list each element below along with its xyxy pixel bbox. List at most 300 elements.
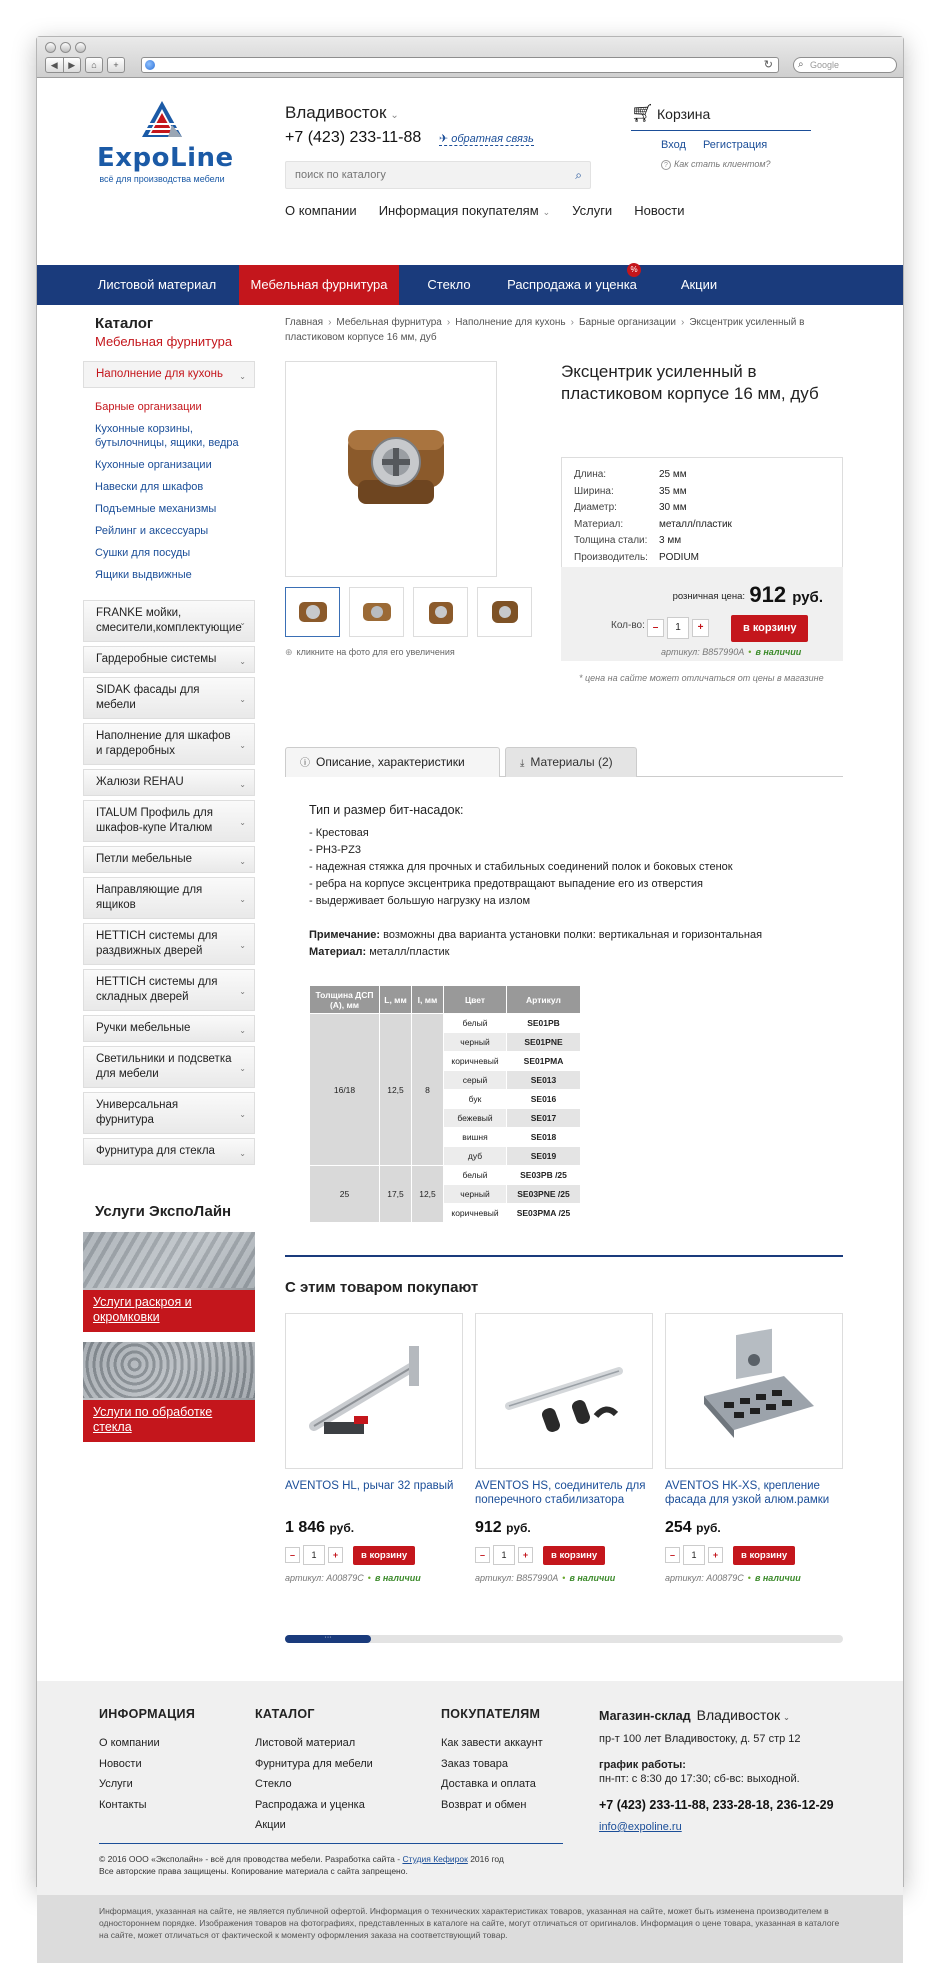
accordion-kitchen-filling[interactable]: [83, 361, 255, 388]
legal-disclaimer: Информация, указанная на сайте, не является публичной офертой. Информация о технических характеристиках товаров, указанная на сайте, может быть изменена производителем в одностороннем порядке. Изображения товаров на фотографиях, представленных в каталоге на сайте, могут отличаться от оригиналов. Информация о цене товара, указанная в каталоге на сайте, может отличаться от фактической к моменту оформления заказа на соответствующий товар.: [37, 1895, 903, 1963]
product-specs: [561, 457, 843, 576]
cart-icon: 🛒︎: [631, 103, 654, 123]
subitem-bar-organizers[interactable]: Барные организации: [95, 401, 202, 413]
accordion-label: Светильники и подсветка для мебели: [96, 1053, 232, 1080]
chevron-down-icon: ⌄: [239, 779, 246, 789]
top-menu-item-about[interactable]: О компании: [285, 203, 357, 218]
city-name: Владивосток: [285, 103, 387, 122]
description-item: - PH3-PZ3: [309, 844, 361, 856]
chevron-down-icon: ⌄: [239, 1064, 246, 1073]
th-color: Цвет: [444, 986, 507, 1014]
related-product-image[interactable]: [475, 1313, 653, 1469]
price-currency: руб.: [506, 1521, 531, 1535]
cart-link[interactable]: [631, 103, 811, 131]
accordion-hinges[interactable]: [83, 846, 255, 873]
stock-status: в наличии: [569, 1573, 616, 1583]
footer-link[interactable]: Листовой материал: [255, 1737, 356, 1749]
subitem-dish-dryers[interactable]: Сушки для посуды: [95, 547, 191, 559]
description-item: - надежная стяжка для прочных и стабильных соединений полок и боковых стенок: [309, 861, 733, 873]
product-tabs: [285, 747, 843, 777]
quantity-stepper: [665, 1545, 843, 1565]
qty-minus-button[interactable]: –: [647, 619, 664, 637]
cell-article: SE017: [507, 1109, 581, 1128]
sku-text: артикул: A00879C: [665, 1573, 744, 1583]
footer: [37, 1681, 903, 1895]
service-banner-cutting[interactable]: [83, 1232, 255, 1332]
cell-color: дуб: [444, 1147, 507, 1166]
spec-value: 35 мм: [659, 485, 687, 497]
add-to-cart-button[interactable]: в корзину: [733, 1546, 795, 1565]
table-row: [310, 1014, 581, 1033]
spec-key: Ширина:: [574, 485, 614, 497]
brand-name: ExpoLine: [97, 143, 234, 173]
mount-image: [674, 1326, 834, 1456]
auth-links: [661, 139, 781, 151]
breadcrumb: [285, 315, 805, 345]
main-nav-sale-label: Распродажа и уценка: [507, 277, 637, 292]
related-product-name[interactable]: AVENTOS HK-XS, крепление фасада для узкой алюм.рамки: [665, 1480, 830, 1506]
search-icon[interactable]: ⌕: [575, 168, 582, 182]
main-nav-promotions[interactable]: Акции: [680, 277, 718, 292]
footer-link[interactable]: О компании: [99, 1737, 160, 1749]
footer-link[interactable]: Возврат и обмен: [441, 1798, 527, 1811]
cell-color: черный: [444, 1185, 507, 1204]
store-city-selector[interactable]: Владивосток: [696, 1707, 781, 1723]
tab-label: Описание, характеристики: [316, 755, 465, 769]
accordion-sidak[interactable]: [83, 677, 255, 719]
accordion-label: Ручки мебельные: [96, 1022, 191, 1034]
qty-input[interactable]: 1: [667, 617, 689, 639]
footer-link[interactable]: Акции: [255, 1819, 286, 1831]
price-note: * цена на сайте может отличаться от цены в магазине: [579, 673, 824, 683]
description-item: - ребра на корпусе эксцентрика предотвращают выпадение его из отверстия: [309, 878, 703, 890]
new-tab-icon[interactable]: +: [107, 57, 125, 73]
accordion-wardrobe-systems[interactable]: [83, 646, 255, 673]
th-thickness: Толщина ДСП (А), мм: [310, 986, 380, 1014]
thumbnail[interactable]: [349, 587, 404, 637]
register-link[interactable]: Регистрация: [702, 139, 768, 151]
product-main-image[interactable]: [285, 361, 497, 577]
cell-color: черный: [444, 1033, 507, 1052]
copyright-year: 2016 год: [470, 1854, 504, 1864]
quantity-stepper: [647, 617, 709, 639]
breadcrumb-current: Эксцентрик усиленный в пластиковом корпусе 16 мм, дуб: [285, 317, 805, 343]
zoom-hint: [285, 647, 455, 658]
minimize-dot-icon[interactable]: [60, 42, 71, 53]
cell-color: белый: [444, 1014, 507, 1033]
price-value: 912: [749, 582, 787, 607]
catalog-subtitle: Мебельная фурнитура: [95, 334, 233, 349]
chevron-down-icon: ⌄: [239, 618, 246, 627]
sidebar: [83, 315, 255, 1442]
thumbnail-strip: [285, 587, 532, 637]
qty-plus-button[interactable]: +: [518, 1547, 533, 1563]
chevron-down-icon: ⌄: [239, 695, 246, 704]
subitem-kitchen-baskets[interactable]: Кухонные корзины, бутылочницы, ящики, ведра: [95, 423, 239, 449]
cell-color: белый: [444, 1166, 507, 1185]
spec-key: Диаметр:: [574, 502, 617, 513]
back-forward-buttons[interactable]: [45, 57, 81, 73]
material-text: металл/пластик: [369, 946, 450, 958]
spec-row: [574, 533, 830, 550]
service-banner-label: Услуги раскроя и окромковки: [83, 1290, 255, 1332]
header-phone[interactable]: +7 (423) 233-11-88: [285, 129, 422, 146]
footer-link[interactable]: Фурнитура для мебели: [255, 1757, 373, 1770]
question-icon: ?: [661, 160, 671, 170]
search-icon: ⌕: [798, 59, 804, 70]
cell-color: бук: [444, 1090, 507, 1109]
sku-text: артикул: A00879C: [285, 1573, 364, 1583]
top-menu-item-label: Информация покупателям: [378, 203, 539, 218]
chevron-right-icon: ›: [570, 317, 574, 328]
qty-plus-button[interactable]: +: [708, 1547, 723, 1563]
spec-key: Материал:: [574, 518, 624, 530]
price-value: 1 846: [285, 1519, 326, 1536]
qty-plus-button[interactable]: +: [328, 1547, 343, 1563]
subitem-cabinet-hangers[interactable]: Навески для шкафов: [95, 481, 204, 493]
quantity-stepper: [285, 1545, 463, 1565]
accordion-subitems: [83, 392, 255, 600]
footer-link[interactable]: Услуги: [99, 1778, 133, 1790]
top-menu-item-news[interactable]: Новости: [634, 203, 685, 218]
copyright: [99, 1853, 504, 1877]
material-label: Материал:: [309, 946, 367, 958]
accordion-handles[interactable]: [83, 1015, 255, 1042]
spec-value: металл/пластик: [659, 518, 732, 530]
main-nav-sheet-material[interactable]: Листовой материал: [97, 277, 217, 292]
spec-key: Производитель:: [574, 551, 648, 563]
top-menu: [285, 203, 685, 218]
back-arrow-icon[interactable]: ◀: [46, 58, 64, 72]
breadcrumb-item[interactable]: Барные организации: [578, 317, 676, 328]
table-row: [310, 1166, 581, 1185]
close-dot-icon[interactable]: [45, 42, 56, 53]
th-article: Артикул: [507, 986, 581, 1014]
feedback-link[interactable]: [439, 132, 534, 146]
note-text: возможны два варианта установки полки: вертикальная и горизонтальная: [383, 929, 763, 941]
related-scrollbar[interactable]: [285, 1635, 843, 1643]
main-nav-glass[interactable]: Стекло: [427, 277, 471, 292]
cell-color: вишня: [444, 1128, 507, 1147]
browser-search-field[interactable]: [793, 57, 897, 73]
spec-row: [574, 517, 830, 534]
catalog-search-input[interactable]: [286, 162, 546, 188]
related-product-name[interactable]: AVENTOS HL, рычаг 32 правый: [285, 1480, 454, 1492]
chevron-down-icon: ⌄: [239, 941, 246, 950]
description-material: [309, 944, 829, 961]
price-value: 912: [475, 1519, 502, 1536]
price-currency: руб.: [792, 589, 823, 606]
browser-search-placeholder: Google: [810, 60, 840, 70]
lift-lever-image: [294, 1326, 454, 1456]
accordion-label: Петли мебельные: [96, 853, 192, 865]
spec-value: 30 мм: [659, 502, 687, 513]
cell-article: SE03PMA /25: [507, 1204, 581, 1223]
cell-l: 12,5: [380, 1014, 412, 1166]
thumbnail[interactable]: [413, 587, 468, 637]
cell-color: бежевый: [444, 1109, 507, 1128]
accordion-lighting[interactable]: [83, 1046, 255, 1088]
service-banner-glass[interactable]: [83, 1342, 255, 1442]
reload-icon[interactable]: ↻: [763, 59, 773, 71]
service-photo: [83, 1232, 255, 1288]
qty-plus-button[interactable]: +: [692, 619, 709, 637]
eccentric-product-image: [286, 362, 496, 576]
accordion-franke[interactable]: [83, 600, 255, 642]
download-icon: ⤓: [520, 758, 525, 769]
qty-minus-button[interactable]: –: [665, 1547, 680, 1563]
description-note: [309, 927, 829, 944]
price-currency: руб.: [696, 1521, 721, 1535]
stock-status: в наличии: [754, 1573, 801, 1583]
browser-toolbar: [37, 37, 903, 78]
buy-box: [561, 567, 843, 661]
feedback-label: обратная связь: [451, 133, 534, 145]
chevron-down-icon: ⌄: [783, 1713, 790, 1722]
footer-link[interactable]: Распродажа и уценка: [255, 1798, 365, 1811]
footer-link[interactable]: Заказ товара: [441, 1757, 509, 1770]
footer-info-column: [99, 1707, 195, 1815]
accordion-hettich-sliding[interactable]: [83, 923, 255, 965]
address-bar[interactable]: [141, 57, 779, 73]
section-divider: [285, 1255, 843, 1257]
logo[interactable]: [97, 101, 234, 184]
accordion-label: Направляющие для ящиков: [96, 884, 203, 911]
maximize-dot-icon[interactable]: [75, 42, 86, 53]
accordion-universal[interactable]: [83, 1092, 255, 1134]
related-product-card: [475, 1313, 653, 1583]
tab-description[interactable]: [285, 747, 500, 777]
chevron-down-icon: ⌄: [239, 371, 246, 381]
chevron-down-icon: ⌄: [239, 741, 246, 750]
description-heading: Тип и размер бит-насадок:: [309, 803, 464, 817]
footer-catalog-column: [255, 1707, 373, 1836]
chevron-down-icon: ⌄: [239, 818, 246, 827]
thumbnail[interactable]: [285, 587, 340, 637]
howto-label: Как стать клиентом?: [674, 159, 771, 169]
eccentric-thumb-icon: [424, 597, 458, 627]
add-to-cart-button[interactable]: в корзину: [353, 1546, 415, 1565]
accordion-label: FRANKE мойки, смесители,комплектующие: [96, 607, 242, 634]
qty-input[interactable]: 1: [683, 1545, 705, 1565]
breadcrumb-item[interactable]: Наполнение для кухонь: [455, 317, 566, 328]
copyright-rights: Все авторские права защищены. Копирование материала с сайта запрещено.: [99, 1866, 408, 1876]
accordion-cabinet-filling[interactable]: [83, 723, 255, 765]
related-product-image[interactable]: [285, 1313, 463, 1469]
subitem-drawers[interactable]: Ящики выдвижные: [95, 569, 192, 581]
studio-link[interactable]: Студия Кефирок: [402, 1854, 468, 1864]
spec-value: PODIUM: [659, 551, 699, 563]
city-selector[interactable]: [285, 103, 399, 123]
footer-link[interactable]: Доставка и оплата: [441, 1778, 536, 1790]
quantity-stepper: [475, 1545, 653, 1565]
service-photo: [83, 1342, 255, 1398]
cell-color: коричневый: [444, 1052, 507, 1071]
breadcrumb-item[interactable]: Мебельная фурнитура: [336, 317, 442, 328]
zoom-icon: ⊕: [285, 647, 293, 657]
spec-key: Толщина стали:: [574, 535, 648, 546]
how-to-become-client[interactable]: [661, 159, 771, 170]
accordion-label: HETTICH системы для складных дверей: [96, 976, 218, 1003]
tab-materials[interactable]: [505, 747, 637, 777]
product-price: [749, 582, 823, 608]
paper-plane-icon: ✈: [439, 133, 449, 145]
footer-phones[interactable]: +7 (423) 233-11-88, 233-28-18, 236-12-29: [599, 1798, 834, 1812]
qty-label: Кол-во:: [611, 620, 645, 631]
chevron-down-icon: ⌄: [239, 895, 246, 904]
login-link[interactable]: Вход: [661, 139, 686, 151]
stock-dot-icon: •: [748, 647, 752, 657]
related-product-price: [475, 1519, 653, 1537]
subitem-kitchen-organizers[interactable]: Кухонные организации: [95, 459, 212, 471]
chevron-right-icon: ›: [328, 317, 332, 328]
subitem-railing[interactable]: Рейлинг и аксессуары: [95, 525, 209, 537]
catalog-accordion: [83, 361, 255, 1165]
work-hours: пн-пт: с 8:30 до 17:30; сб-вс: выходной.: [599, 1773, 800, 1785]
qty-input[interactable]: 1: [493, 1545, 515, 1565]
spec-table-header: [310, 986, 581, 1014]
footer-buyers-column: [441, 1707, 543, 1815]
related-product-card: [665, 1313, 843, 1583]
accordion-drawer-slides[interactable]: [83, 877, 255, 919]
breadcrumb-item[interactable]: Главная: [285, 317, 324, 328]
store-heading: [599, 1707, 859, 1723]
main-nav-sale[interactable]: [497, 265, 647, 305]
cell-article: SE019: [507, 1147, 581, 1166]
accordion-italum[interactable]: [83, 800, 255, 842]
product-sku: [661, 647, 801, 657]
spec-row: [574, 500, 830, 517]
home-icon[interactable]: ⌂: [85, 57, 103, 73]
cell-thickness: 25: [310, 1166, 380, 1223]
logo-mark-icon: [138, 101, 186, 141]
cell-article: SE018: [507, 1128, 581, 1147]
cell-color: коричневый: [444, 1204, 507, 1223]
cell-article: SE013: [507, 1071, 581, 1090]
spec-key: Длина:: [574, 469, 607, 480]
cell-i: 8: [412, 1014, 444, 1166]
stock-dot-icon: •: [747, 1573, 751, 1583]
footer-link[interactable]: Как завести аккаунт: [441, 1737, 543, 1749]
accordion-label: Наполнение для кухонь: [96, 368, 224, 380]
th-l: L, мм: [380, 986, 412, 1014]
cell-article: SE03PB /25: [507, 1166, 581, 1185]
cell-article: SE03PNE /25: [507, 1185, 581, 1204]
catalog-title: Каталог: [95, 315, 154, 332]
footer-email[interactable]: info@expoline.ru: [599, 1821, 682, 1833]
main-nav-furniture-fittings[interactable]: Мебельная фурнитура: [239, 265, 399, 305]
accordion-label: Фурнитура для стекла: [96, 1145, 215, 1157]
related-product-price: [285, 1519, 463, 1537]
cell-color: серый: [444, 1071, 507, 1090]
forward-arrow-icon[interactable]: ▶: [68, 60, 76, 70]
accordion-label: Жалюзи REHAU: [96, 776, 184, 788]
accordion-label: Гардеробные системы: [96, 653, 217, 665]
price-currency: руб.: [329, 1521, 355, 1535]
footer-store: [599, 1707, 859, 1833]
accordion-label: SIDAK фасады для мебели: [96, 684, 200, 711]
qty-input[interactable]: 1: [303, 1545, 325, 1565]
cell-article: SE016: [507, 1090, 581, 1109]
connector-image: [484, 1326, 644, 1456]
add-to-cart-button[interactable]: в корзину: [731, 615, 808, 642]
chevron-down-icon: ⌄: [239, 1025, 246, 1035]
eccentric-thumb-icon: [360, 597, 394, 627]
stock-dot-icon: •: [562, 1573, 566, 1583]
sku-text: артикул: B857990A: [661, 647, 745, 657]
info-icon: ⓘ: [300, 758, 310, 769]
chevron-down-icon: ⌄: [542, 207, 551, 217]
stock-status: в наличии: [374, 1573, 421, 1583]
store-title: Магазин-склад: [599, 1709, 691, 1723]
cell-i: 12,5: [412, 1166, 444, 1223]
top-menu-item-services[interactable]: Услуги: [572, 203, 613, 218]
stock-dot-icon: •: [367, 1573, 371, 1583]
sku-text: артикул: B857990A: [475, 1573, 559, 1583]
top-menu-item-buyers-info[interactable]: [379, 203, 551, 218]
footer-link[interactable]: Стекло: [255, 1778, 292, 1790]
subitem-lift-mechanisms[interactable]: Подъемные механизмы: [95, 503, 217, 515]
service-banner-label: Услуги по обработке стекла: [83, 1400, 255, 1442]
description-item: - выдерживает большую нагрузку на излом: [309, 895, 531, 907]
footer-link[interactable]: Новости: [99, 1757, 142, 1770]
chevron-down-icon: ⌄: [239, 987, 246, 996]
chevron-down-icon: ⌄: [390, 110, 399, 121]
browser-window: [36, 36, 904, 1940]
zoom-hint-text: кликните на фото для его увеличения: [296, 647, 455, 657]
related-product-sku: [285, 1573, 463, 1583]
related-product-name[interactable]: AVENTOS HS, соединитель для поперечного стабилизатора: [475, 1480, 646, 1506]
price-label: розничная цена:: [672, 591, 745, 602]
add-to-cart-button[interactable]: в корзину: [543, 1546, 605, 1565]
related-title: С этим товаром покупают: [285, 1279, 479, 1296]
spec-value: 25 мм: [659, 469, 687, 480]
scrollbar-thumb[interactable]: ···: [285, 1635, 371, 1643]
tab-label: Материалы (2): [530, 755, 613, 769]
description: [309, 803, 829, 961]
footer-heading: КАТАЛОГ: [255, 1707, 315, 1721]
related-product-card: [285, 1313, 463, 1583]
accordion-glass-fittings[interactable]: [83, 1138, 255, 1165]
accordion-label: ITALUM Профиль для шкафов-купе Италюм: [96, 807, 213, 834]
window-controls: [45, 42, 86, 53]
qty-minus-button[interactable]: –: [475, 1547, 490, 1563]
chevron-right-icon: ›: [681, 317, 685, 328]
qty-minus-button[interactable]: –: [285, 1547, 300, 1563]
accordion-label: Наполнение для шкафов и гардеробных: [96, 730, 231, 757]
thumbnail[interactable]: [477, 587, 532, 637]
chevron-down-icon: ⌄: [239, 1110, 246, 1119]
accordion-label: HETTICH системы для раздвижных дверей: [96, 930, 218, 957]
copyright-text: © 2016 ООО «Эксполайн» - всё для проводства мебели. Разработка сайта -: [99, 1854, 401, 1864]
cell-article: SE01PB: [507, 1014, 581, 1033]
related-product-image[interactable]: [665, 1313, 843, 1469]
accordion-rehau[interactable]: [83, 769, 255, 796]
browser-nav-buttons: [45, 57, 125, 73]
footer-link[interactable]: Контакты: [99, 1798, 147, 1811]
cell-article: SE01PNE: [507, 1033, 581, 1052]
stock-status: в наличии: [755, 647, 802, 657]
chevron-down-icon: ⌄: [239, 656, 246, 666]
footer-heading: ИНФОРМАЦИЯ: [99, 1707, 196, 1721]
accordion-label: Универсальная фурнитура: [96, 1099, 179, 1126]
footer-divider: [99, 1843, 563, 1844]
cell-l: 17,5: [380, 1166, 412, 1223]
related-product-sku: [665, 1573, 843, 1583]
spec-table: [309, 985, 581, 1223]
accordion-hettich-folding[interactable]: [83, 969, 255, 1011]
footer-heading: ПОКУПАТЕЛЯМ: [441, 1707, 541, 1721]
